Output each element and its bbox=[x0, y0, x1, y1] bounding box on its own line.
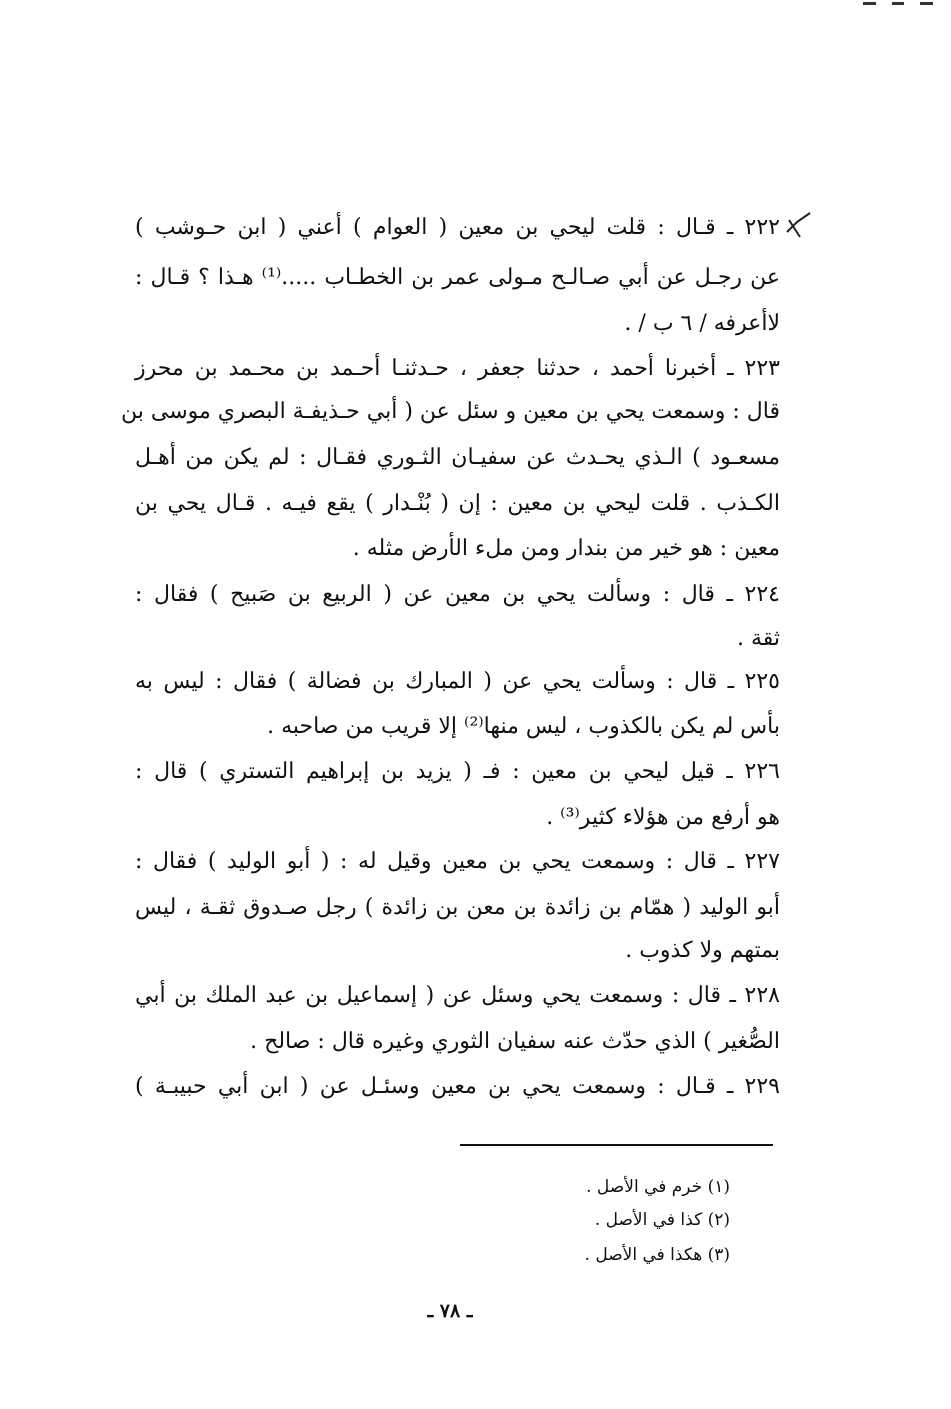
text-line: ٢٢٨ ـ قال : وسمعت يحي وسئل عن ( إسماعيل بن عبد الملك بن أبي bbox=[135, 983, 780, 1008]
text-line: قال : وسمعت يحي بن معين و سئل عن ( أبي حـذيفـة البصري موسى بن bbox=[121, 399, 780, 424]
text-line: عن رجـل عن أبي صـالـح مـولى عمر بن الخطـاب .....⁽¹⁾ هـذا ؟ قـال : bbox=[135, 265, 780, 290]
corner-scan-marks bbox=[863, 0, 933, 8]
text-line: ٢٢٦ ـ قيل ليحي بن معين : فـ ( يزيد بن إبراهيم التستري ) قال : bbox=[135, 759, 780, 784]
page-number: ـ ٧٨ ـ bbox=[427, 1300, 473, 1322]
text-line: ٢٢٩ ـ قـال : وسمعت يحي بن معين وسئـل عن ( ابن أبي حبيبـة ) bbox=[135, 1074, 780, 1099]
text-line: الكـذب . قلت ليحي بن معين : إن ( بُنْـدار ) يقع فيـه . قـال يحي بن bbox=[135, 491, 780, 516]
text-line: ٢٢٧ ـ قال : وسمعت يحي بن معين وقيل له : ( أبو الوليد ) فقال : bbox=[135, 849, 780, 874]
text-line: بمتهم ولا كذوب . bbox=[625, 938, 780, 963]
text-line: ٢٢٤ ـ قال : وسألت يحي بن معين عن ( الربيع بن صَبيح ) فقال : bbox=[135, 582, 780, 607]
text-line: بأس لم يكن بالكذوب ، ليس منها⁽²⁾ إلا قريب من صاحبه . bbox=[267, 714, 780, 739]
text-line: هو أرفع من هؤلاء كثير⁽³⁾ . bbox=[546, 805, 780, 830]
text-line: ٢٢٥ ـ قال : وسألت يحي عن ( المبارك بن فضالة ) فقال : ليس به bbox=[135, 669, 780, 694]
text-line: أبو الوليد ( همّام بن زائدة بن معن بن زائدة ) رجل صـدوق ثقـة ، ليس bbox=[135, 895, 780, 920]
text-line: لاأعرفه / ٦ ب / . bbox=[624, 311, 780, 336]
text-line: معين : هو خير من بندار ومن ملء الأرض مثله . bbox=[352, 536, 780, 561]
text-line: ٢٢٣ ـ أخبرنا أحمد ، حدثنا جعفر ، حـدثنـا أحـمد بن محـمد بن محرز bbox=[135, 356, 780, 381]
text-line: الصُّغير ) الذي حدّث عنه سفيان الثوري وغيره قال : صالح . bbox=[250, 1029, 780, 1054]
text-line: مسعـود ) الـذي يحـدث عن سفيـان الثـوري فقـال : لم يكن من أهـل bbox=[135, 445, 780, 470]
text-line: ثقة . bbox=[736, 626, 780, 651]
text-line: ٢٢٢ ـ قـال : قلت ليحي بن معين ( العوام ) أعني ( ابن حـوشب ) bbox=[135, 215, 780, 240]
footnote-divider bbox=[460, 1144, 773, 1146]
handwritten-check-mark-icon bbox=[783, 210, 813, 240]
footnote: (٣) هكذا في الأصل . bbox=[584, 1245, 730, 1265]
footnote: (٢) كذا في الأصل . bbox=[594, 1210, 730, 1230]
footnote: (١) خرم في الأصل . bbox=[586, 1177, 730, 1197]
